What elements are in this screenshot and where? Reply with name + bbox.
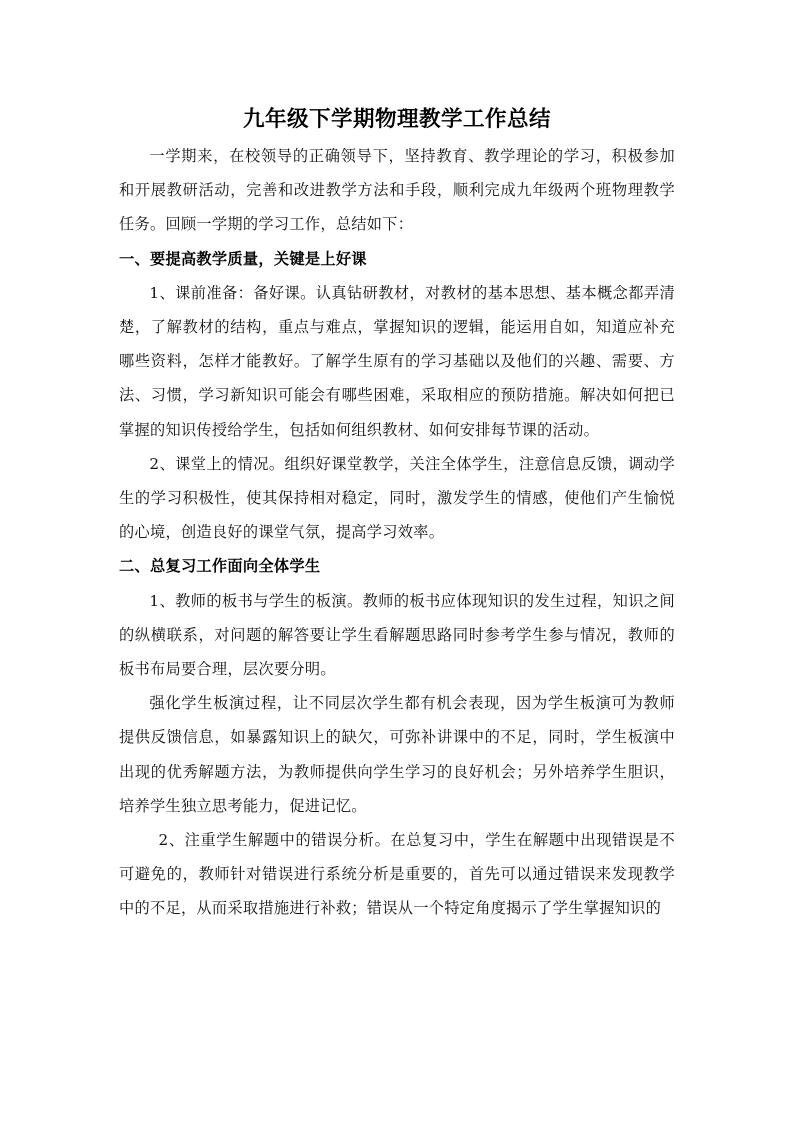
section-1-heading: 一、要提高教学质量，关键是上好课 — [119, 249, 367, 268]
document-body — [119, 104, 675, 926]
section-1-paragraph-1: 1、课前准备：备好课。认真钻研教材，对教材的基本思想、基本概念都弄清楚，了解教材的结构，重点与难点，掌握知识的逻辑，能运用自如，知道应补充哪些资料，怎样才能教好。了解学生原有的学习基础以及他们的兴趣、需要、方法、习惯，学习新知识可能会有哪些困难，采取相应的预防措施。解决如何把已掌握的知识传授给学生，包括如何组织教材、如何安排每节课的活动。 — [119, 283, 675, 439]
section-2-paragraph-2: 强化学生板演过程，让不同层次学生都有机会表现，因为学生板演可为教师提供反馈信息，如暴露知识上的缺欠，可弥补讲课中的不足，同时，学生板演中出现的优秀解题方法，为教师提供向学生学习的良好机会；另外培养学生胆识，培养学生独立思考能力，促进记忆。 — [119, 694, 675, 815]
intro-paragraph: 一学期来，在校领导的正确领导下，坚持教育、教学理论的学习，积极参加和开展教研活动，完善和改进教学方法和手段，顺利完成九年级两个班物理教学任务。回顾一学期的学习工作，总结如下： — [119, 147, 675, 234]
section-1-paragraph-2: 2、课堂上的情况。组织好课堂教学，关注全体学生，注意信息反馈，调动学生的学习积极性，使其保持相对稳定，同时，激发学生的情感，使他们产生愉悦的心境，创造良好的课堂气氛，提高学习效率。 — [119, 454, 675, 542]
section-2-paragraph-1: 1、教师的板书与学生的板演。教师的板书应体现知识的发生过程，知识之间的纵横联系，对问题的解答要让学生看解题思路同时参考学生参与情况，教师的板书布局要合理，层次要分明。 — [119, 591, 675, 679]
section-2-paragraph-3: 2、注重学生解题中的错误分析。在总复习中，学生在解题中出现错误是不可避免的，教师针对错误进行系统分析是重要的，首先可以通过错误来发现教学中的不足，从而采取措施进行补救；错误从一个特定角度揭示了学生掌握知识的 — [119, 831, 675, 918]
section-2-heading: 二、总复习工作面向全体学生 — [119, 557, 321, 576]
document-title: 九年级下学期物理教学工作总结 — [242, 107, 551, 132]
